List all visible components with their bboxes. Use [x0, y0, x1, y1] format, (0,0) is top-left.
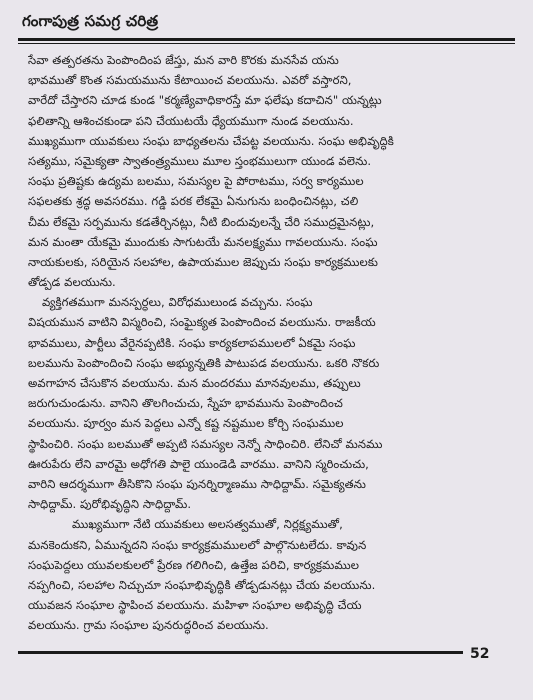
- text-line: సాధిద్దామ్. పురోభివృద్ధిని సాధిద్దామ్.: [28, 497, 192, 512]
- text-line: జరుగుచుండును. వానిని తొలగించుచు, స్నేహ భావమును పెంపొందించ: [28, 396, 343, 411]
- text-line: ఫలితాన్ని ఆశించకుండా పని చేయుటయే ధ్యేయముగా నుండ వలయును.: [28, 113, 354, 128]
- text-line: సఫలతకు శ్రద్ధ అవసరము. గడ్డి పరక లేకమై ఏనుగును బంధించినట్లు, చలి: [28, 194, 359, 209]
- text-line: బలమును పెంపొందించి సంఘ అభ్యున్నతికి పాటుపడ వలయును. ఒకరి నొకరు: [28, 355, 380, 370]
- text-line: వలయును. గ్రామ సంఘాల పునరుద్ధరించ వలయును.: [28, 618, 269, 633]
- text-line: మనకెందుకని, ఏమున్నదని సంఘ కార్యక్రమములలో పాల్గొనుటలేదు. కావున: [28, 537, 367, 552]
- paragraph: [28, 50, 510, 292]
- text-line: నాయకులకు, సరియైన సలహాల, ఉపాయముల జెప్పుచు సంఘ కార్యక్రములకు: [28, 254, 379, 269]
- text-line: విషయమున వాటిని విస్మరించి, సంఘైక్యత పెంపొందించ వలయును. రాజకీయ: [28, 315, 376, 330]
- text-line: నప్పగించి, సలహాల నిచ్చుచూ సంఘాభివృద్ధికి తోడ్పడునట్లు చేయ వలయును.: [28, 577, 376, 592]
- text-line: యువజన సంఘాల స్థాపించ వలయును. మహిళా సంఘాల అభివృద్ధి చేయ: [28, 598, 362, 613]
- text-line: వలయును. పూర్వం మన పెద్దలు ఎన్నో కష్ట నష్టముల కోర్చి సంఘముల: [28, 416, 344, 431]
- paragraph: [28, 292, 510, 514]
- text-line: మన మంతా యేకమై ముందుకు సాగుటయే మనలక్ష్యము గావలయును. సంఘ: [28, 234, 378, 249]
- text-line: వారిని ఆదర్శముగా తీసికొని సంఘ పునర్నిర్మాణము సాధిద్దామ్. సమైక్యతను: [28, 476, 367, 491]
- text-line: స్థాపించిరి. సంఘ బలముతో అప్పటి సమస్యల నెన్నో సాధించిరి. లేనిచో మనము: [28, 436, 383, 451]
- text-line: ఊరుపేరు లేని వారమై అధోగతి పాలై యుండెడి వారము. వానిని స్మరించుచు,: [28, 456, 369, 471]
- page-header: [18, 8, 515, 38]
- text-line: భావములు, పార్టీలు వేరైనప్పటికి. సంఘ కార్యకలాపములలో ఏకమై సంఘ: [28, 335, 356, 350]
- text-line: సేవా తత్పరతను పెంపొందింప జేస్తు, మన వారి కొరకు మనసేవ యను: [28, 53, 339, 67]
- text-line: అవగాహన చేసుకొన వలయును. మన మందరము మానవులము, తప్పులు: [28, 376, 361, 390]
- text-line: చీమ లేకమై సర్పమును కడతేర్చినట్లు, నీటి బిందువులన్నే చేరి సముద్రమైనట్లు,: [28, 214, 375, 229]
- text-line: ముఖ్యముగా యువకులు సంఘ బాధ్యతలను చేపట్ట వలయును. సంఘ అభివృద్ధికి: [28, 133, 394, 148]
- text-line: వ్యక్తిగతముగా మనస్పర్ధలు, విరోధములుండ వచ్చును. సంఘ: [42, 295, 313, 310]
- text-line: వారేదో చేస్తారని చూడ కుండ "కర్మణ్యేవాధికారస్తే మా ఫలేషు కదాచిన" యన్నట్లు: [28, 93, 382, 108]
- text-line: సత్యము, సమైక్యతా స్వాతంత్ర్యములు మూల స్తంభములుగా యుండ వలెను.: [28, 153, 372, 168]
- body-text: [28, 50, 510, 635]
- text-line: ముఖ్యముగా నేటి యువకులు అలసత్వముతో, నిర్లక్ష్యముతో,: [72, 517, 343, 532]
- text-line: సంఘపెద్దలు యువలకులలో ప్రేరణ గలిగించి, ఉత్తేజ పరిచి, కార్యక్రమముల: [28, 557, 360, 572]
- footer-rule: [18, 651, 463, 654]
- page-number: 52: [470, 646, 490, 662]
- paragraph: [28, 514, 510, 635]
- header-rule-thin: [18, 43, 515, 44]
- header-rule: [18, 38, 515, 41]
- book-title: గంగాపుత్ర సమగ్ర చరిత్ర: [22, 12, 159, 30]
- text-line: భావముతో కొంత సమయమును కేటాయించ వలయును. ఎవరో వస్తారని,: [28, 73, 352, 88]
- text-line: తోడ్పడ వలయును.: [28, 275, 116, 290]
- text-line: సంఘ ప్రతిష్టకు ఉద్యమ బలము, సమస్యల పై పోరాటము, సర్వ కార్యముల: [28, 174, 364, 189]
